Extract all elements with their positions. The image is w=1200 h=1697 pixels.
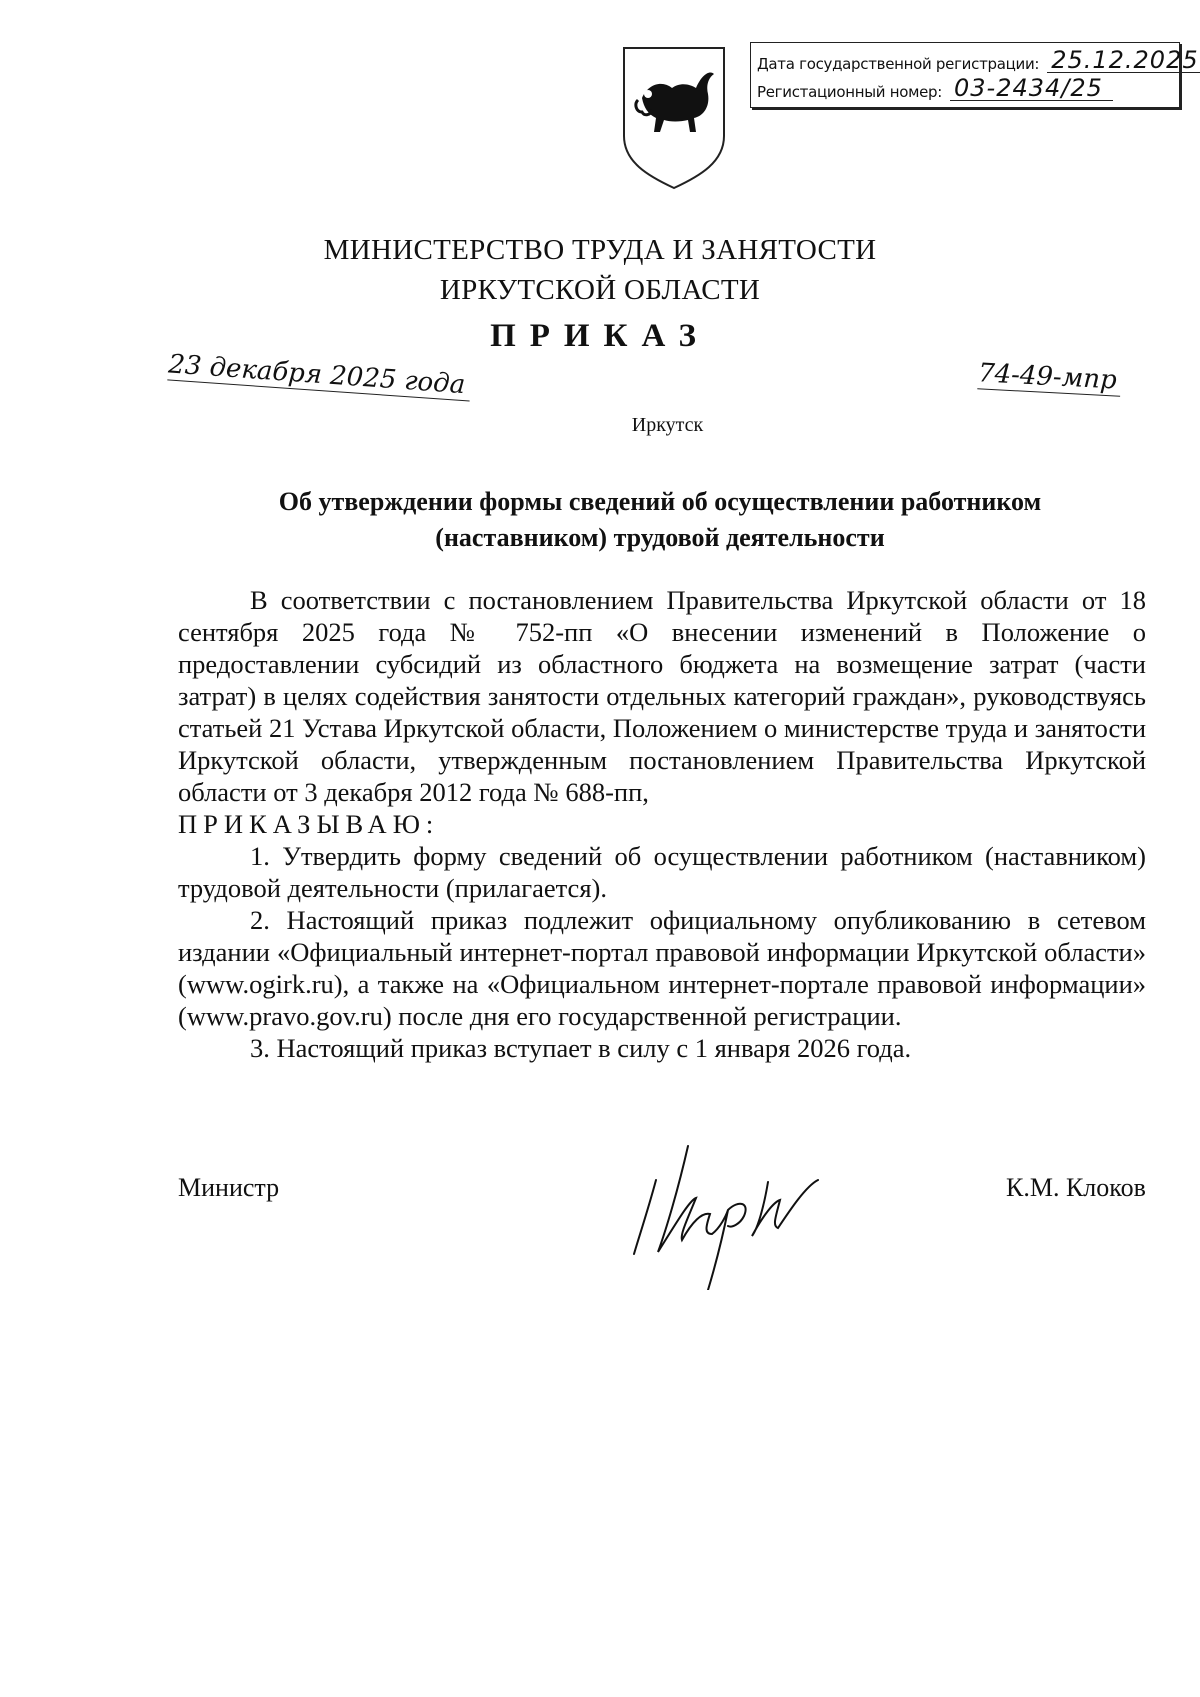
handwritten-signature [618,1130,838,1290]
registration-date-label: Дата государственной регистрации: [757,55,1040,73]
signer-position: Министр [178,1173,280,1202]
order-item-1: 1. Утвердить форму сведений об осуществлении работником (наставником) трудовой деятельности (прилагается). [178,841,1146,903]
registration-date-row [757,47,1200,73]
registration-number-value: 03-2434/25 [950,76,1113,101]
document-title-line-1: Об утверждении формы сведений об осуществлении работником [278,487,1042,516]
registration-number-label: Регистационный номер: [757,83,942,101]
order-item-2: 2. Настоящий приказ подлежит официальному опубликованию в сетевом издании «Официальный интернет-портал правовой информации Иркутской области» (www.ogirk.ru), а также на «Официальном интернет-портале правовой информации» (www.pravo.gov.ru) после дня его государственной регистрации. [178,905,1146,1031]
registration-stamp [750,42,1199,108]
preamble-paragraph: В соответствии с постановлением Правительства Иркутской области от 18 сентября 2025 года № 752-пп «О внесении изменений в Положение о предоставлении субсидий из областного бюджета на возмещение затрат (части затрат) в целях содействия занятости отдельных категорий граждан», руководствуясь статьей 21 Устава Иркутской области, Положением о министерстве труда и занятости Иркутской области, утвержденным постановлением Правительства Иркутской области от 3 декабря 2012 года № 688-пп, [178,585,1146,807]
ministry-name [0,230,1200,310]
document-body [178,584,1146,1064]
handwritten-number: 74-49-мпр [977,358,1121,396]
registration-date-value: 25.12.2025 [1047,48,1200,73]
handwritten-date: 23 декабря 2025 года [167,349,472,401]
coat-of-arms-icon [614,44,734,192]
signer-name: К.М. Клоков [1006,1173,1146,1202]
document-type: ПРИКАЗ [490,318,710,354]
document-title-line-2: (наставником) трудовой деятельности [435,523,885,552]
ministry-line-1: МИНИСТЕРСТВО ТРУДА И ЗАНЯТОСТИ [323,234,877,266]
order-item-3: 3. Настоящий приказ вступает в силу с 1 января 2026 года. [250,1033,912,1063]
order-word: ПРИКАЗЫВАЮ: [178,809,440,839]
ministry-line-2: ИРКУТСКОЙ ОБЛАСТИ [439,274,761,306]
registration-number-row [757,75,1113,101]
document-title [180,484,1140,556]
city: Иркутск [631,414,704,436]
